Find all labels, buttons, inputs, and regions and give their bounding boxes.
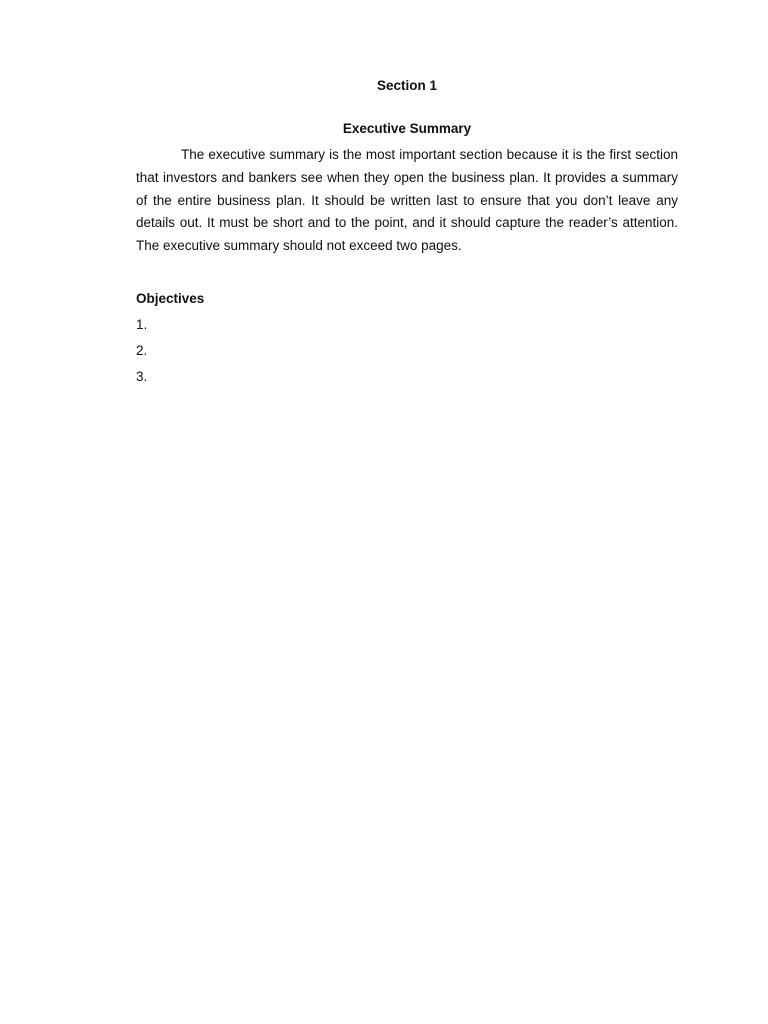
objectives-list	[136, 316, 147, 394]
objective-item: 1.	[136, 317, 148, 332]
summary-paragraph: The executive summary is the most important section because it is the first section that investors and bankers see when they open the business plan. It provides a summary of the entire business plan. It should be written last to ensure that you don’t leave any details out. It must be short and to the point, and it should capture the reader’s attention. The executive summary should not exceed two pages.	[136, 147, 678, 254]
objective-item: 3.	[136, 369, 148, 384]
objective-item: 2.	[136, 343, 148, 358]
section-label: Section 1	[376, 78, 438, 93]
objectives-heading: Objectives	[136, 291, 205, 306]
page-title: Executive Summary	[342, 121, 472, 136]
